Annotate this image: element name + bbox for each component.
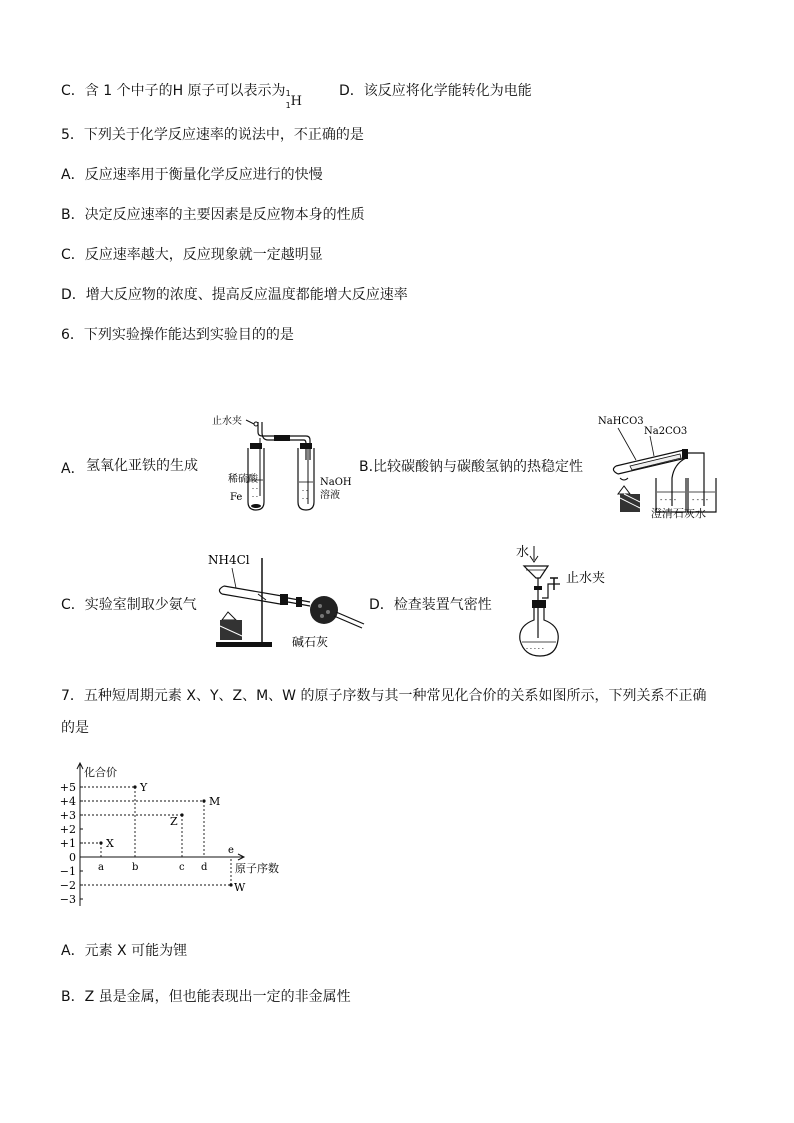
solution-label: 溶液 [320, 490, 340, 501]
q6-option-a-label: A． [61, 461, 85, 477]
q6-option-b-text: B.比较碳酸钠与碳酸氢钠的热稳定性 [359, 459, 584, 475]
apparatus-b-figure [596, 408, 720, 520]
q6-stem: 6．下列实验操作能达到实验目的的是 [61, 327, 294, 343]
q4-option-c-text: C．含 1 个中子的H 原子可以表示为 [61, 83, 286, 99]
y-tick-label: +3 [59, 809, 76, 822]
point-label: X [106, 837, 114, 850]
svg-text:- -: - - [302, 495, 308, 502]
y-tick-label: −1 [59, 865, 76, 878]
na2co3-label: Na2CO3 [644, 426, 688, 437]
data-point [202, 799, 205, 802]
y-tick-label: 0 [69, 851, 76, 864]
x-tick-label: c [179, 862, 185, 873]
acid-label: 稀硫酸 [228, 474, 258, 485]
y-tick-label: −2 [59, 879, 76, 892]
nh4cl-label: NH4Cl [208, 553, 250, 567]
point-label: M [209, 795, 221, 808]
stop-clamp-label: 止水夹 [566, 571, 606, 586]
q4-option-d: D．该反应将化学能转化为电能 [339, 83, 532, 99]
data-point [180, 813, 183, 816]
q7-stem-line1: 7．五种短周期元素 X、Y、Z、M、W 的原子序数与其一种常见化合价的关系如图所示，下列关系不正确 [61, 688, 707, 704]
x-tick-label: e [228, 845, 234, 856]
x-tick-label: a [98, 862, 104, 873]
apparatus-c-figure [206, 550, 368, 654]
svg-text:- - - - -: - - - - - [526, 645, 544, 652]
chart-marks [80, 781, 246, 894]
y-tick-label: +2 [59, 823, 76, 836]
x-tick-label: b [132, 862, 139, 873]
fe-label: Fe [230, 492, 243, 503]
svg-text:- - - -: - - - - [692, 496, 709, 504]
clamp-label: 止水夹 [212, 416, 242, 427]
q5-option-c: C．反应速率越大，反应现象就一定越明显 [61, 247, 323, 263]
point-label: W [234, 881, 246, 894]
q5-stem: 5．下列关于化学反应速率的说法中，不正确的是 [61, 127, 364, 143]
data-point [133, 785, 136, 788]
q4-option-c: C．含 1 个中子的H 原子可以表示为 1 1 H [61, 83, 302, 110]
point-label: Z [170, 815, 178, 828]
q5-option-a: A．反应速率用于衡量化学反应进行的快慢 [61, 167, 323, 183]
q5-option-d: D．增大反应物的浓度、提高反应温度都能增大反应速率 [61, 287, 408, 303]
apparatus-d-figure [508, 542, 632, 660]
naoh-label: NaOH [320, 477, 352, 488]
q6-option-d: D．检查装置气密性 [369, 597, 492, 613]
svg-text:- -: - - [302, 487, 308, 494]
q5-option-b: B．决定反应速率的主要因素是反应物本身的性质 [61, 207, 365, 223]
y-axis-label: 化合价 [84, 766, 117, 779]
q7-option-a: A．元素 X 可能为锂 [61, 943, 188, 959]
water-label: 水 [516, 545, 530, 560]
nahco3-label: NaHCO3 [598, 416, 644, 427]
q7-stem-line2: 的是 [61, 720, 89, 736]
soda-lime-label: 碱石灰 [292, 635, 329, 649]
apparatus-a-figure [208, 410, 356, 515]
data-point [99, 841, 102, 844]
q6-option-a-text: 氢氧化亚铁的生成 [86, 458, 198, 474]
y-tick-label: +1 [59, 837, 76, 850]
limewater-label: 澄清石灰水 [651, 507, 706, 520]
svg-text:- - - -: - - - - [660, 496, 677, 504]
y-tick-label: −3 [59, 893, 76, 906]
data-point [229, 883, 232, 886]
valence-chart [56, 760, 296, 910]
y-tick-label: +4 [59, 795, 76, 808]
chart-axes [60, 763, 279, 906]
point-label: Y [140, 781, 148, 794]
x-tick-label: d [201, 862, 208, 873]
y-tick-label: +5 [59, 781, 76, 794]
q6-option-c: C．实验室制取少氨气 [61, 597, 197, 613]
x-axis-label: 原子序数 [235, 862, 279, 875]
svg-text:- -: - - [252, 485, 258, 492]
q7-option-b: B．Z 虽是金属，但也能表现出一定的非金属性 [61, 989, 351, 1005]
svg-text:- -: - - [252, 493, 258, 500]
